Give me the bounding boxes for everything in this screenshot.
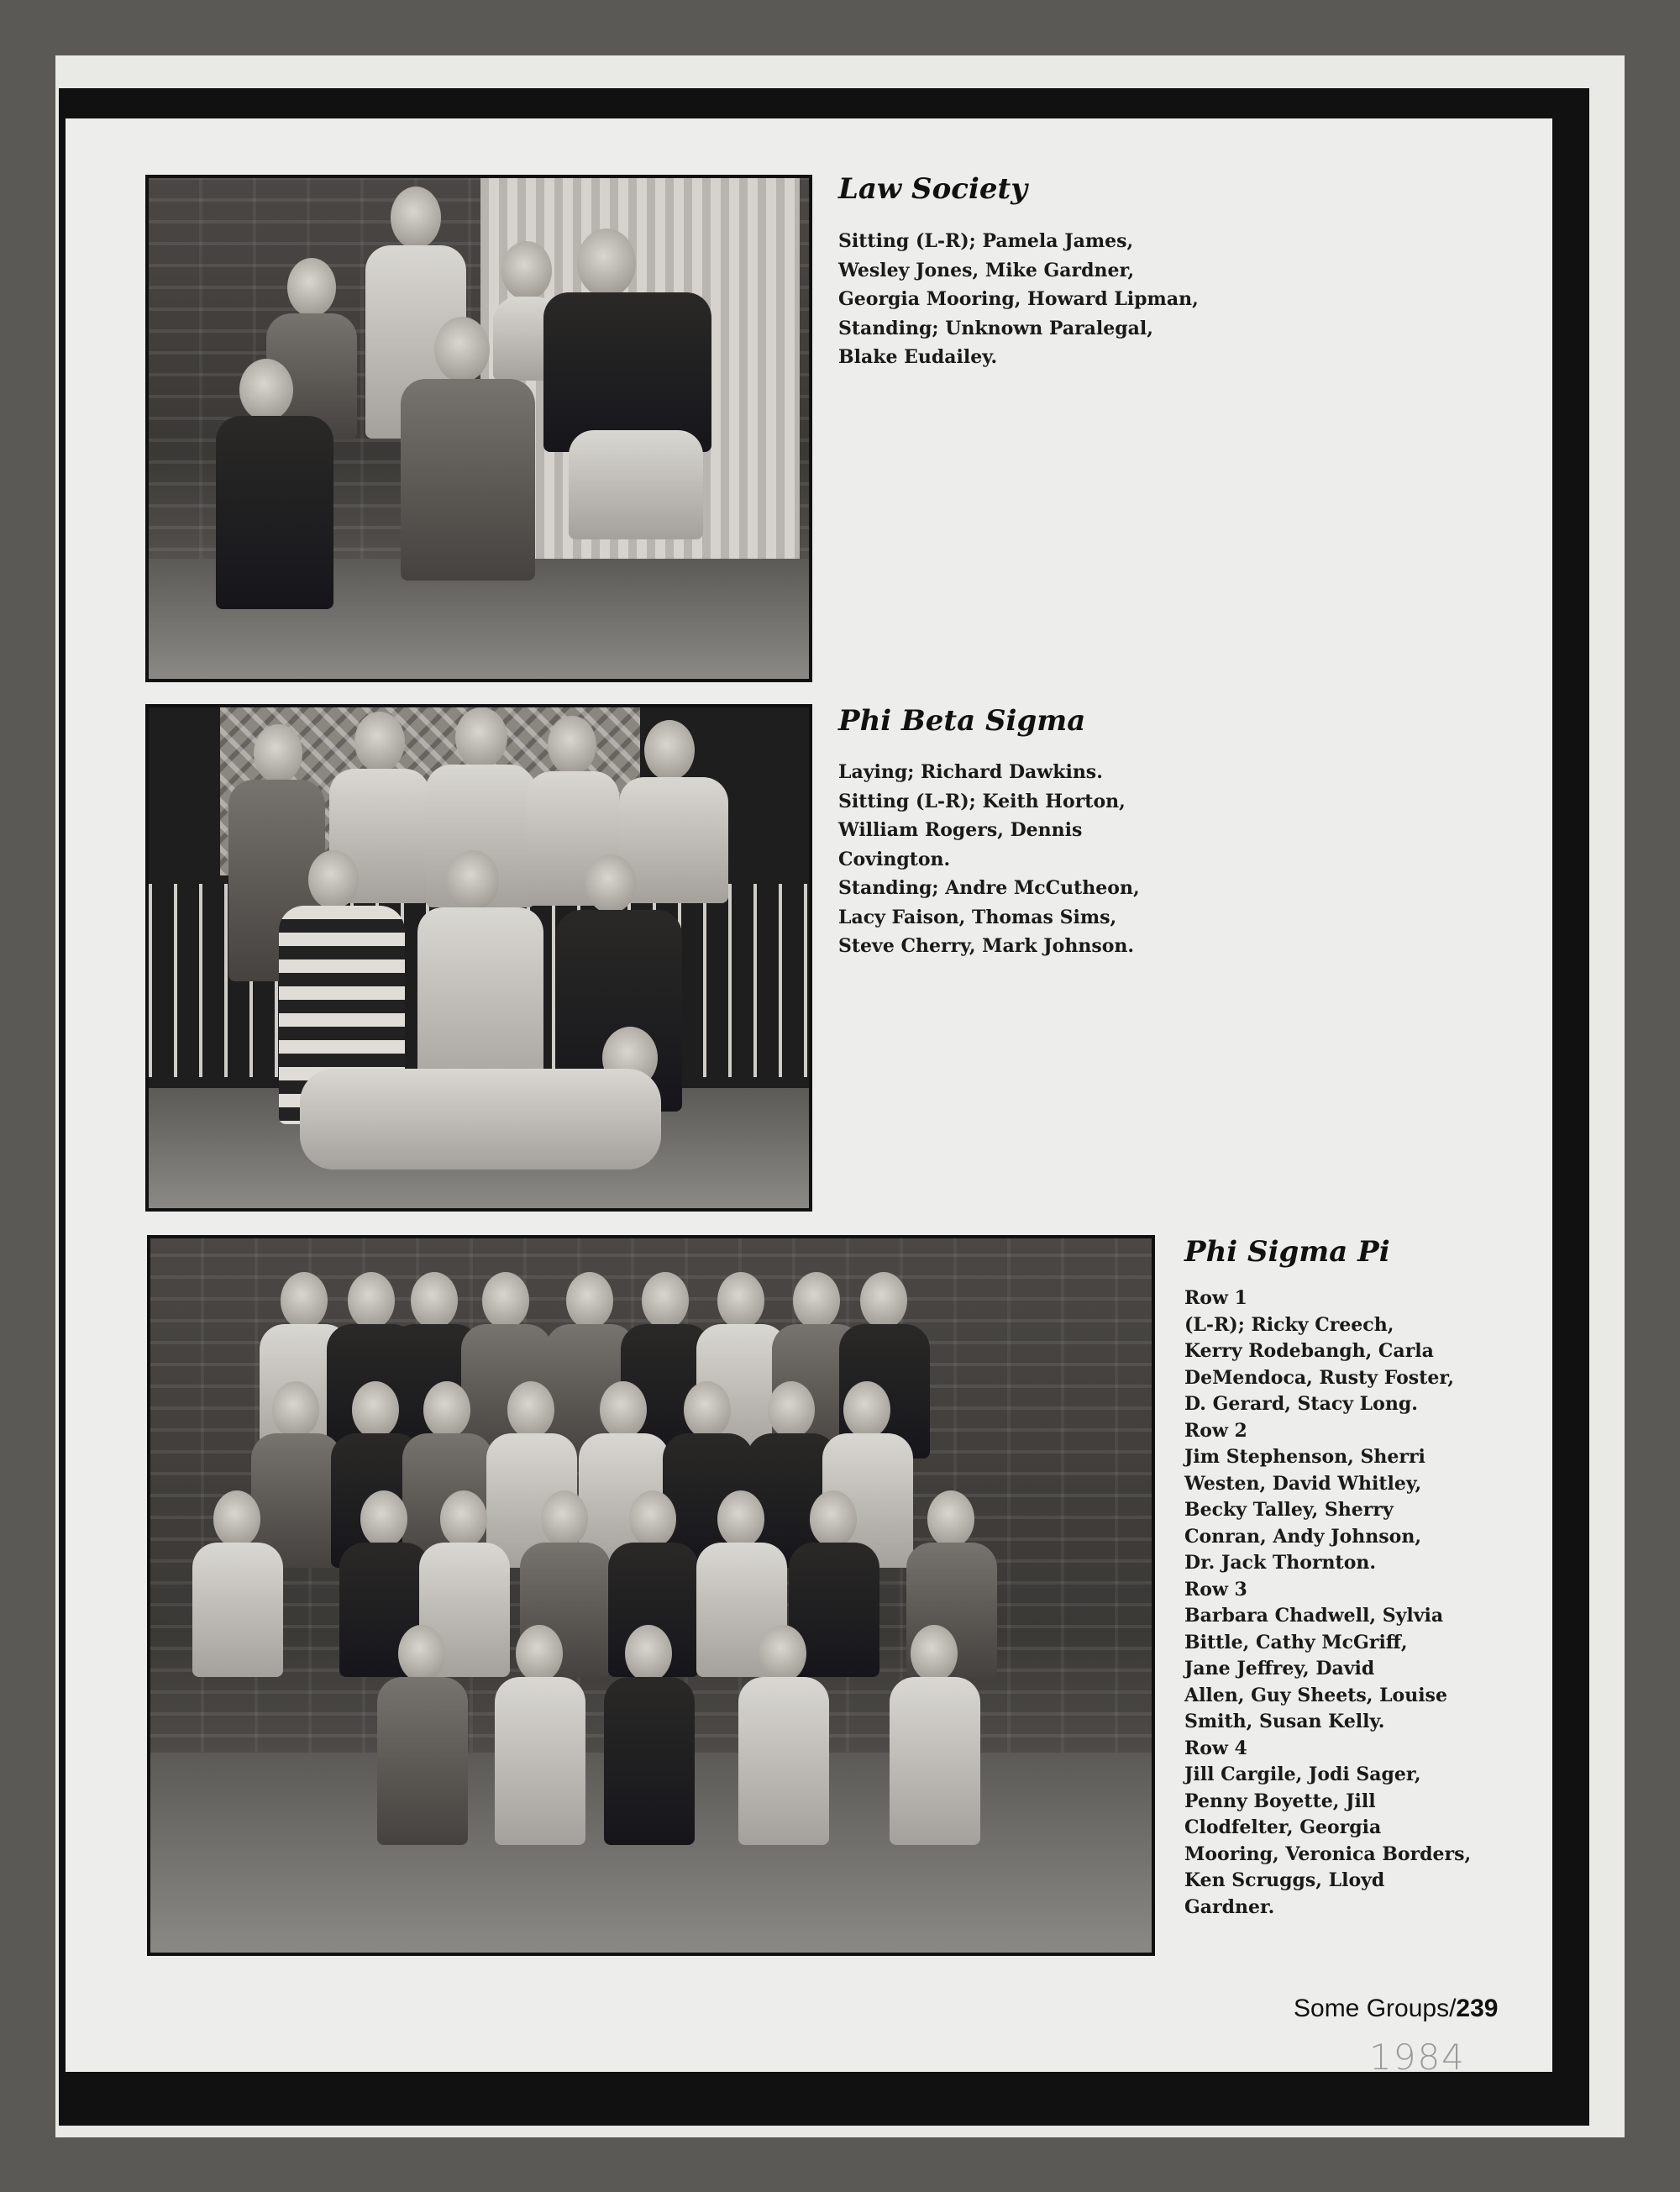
caption-line: Blake Eudailey. <box>838 346 998 368</box>
caption-line: D. Gerard, Stacy Long. <box>1184 1393 1418 1415</box>
page-footer <box>1294 1995 1498 2023</box>
phi-sigma-pi-photo <box>147 1235 1155 1956</box>
caption-line: Sitting (L-R); Keith Horton, <box>838 790 1126 812</box>
caption-line: Dr. Jack Thornton. <box>1184 1552 1377 1574</box>
caption-line: Standing; Andre McCutheon, <box>838 877 1140 899</box>
caption-line: Bittle, Cathy McGriff, <box>1184 1631 1408 1653</box>
section-title: Law Society <box>838 172 1027 206</box>
caption-line: Barbara Chadwell, Sylvia <box>1184 1605 1444 1627</box>
caption-line: Smith, Susan Kelly. <box>1184 1711 1385 1732</box>
caption-line: Steve Cherry, Mark Johnson. <box>838 935 1135 957</box>
caption-line: Standing; Unknown Paralegal, <box>838 317 1153 339</box>
caption-line: Row 2 <box>1184 1419 1247 1442</box>
caption-line: Sitting (L-R); Pamela James, <box>838 230 1134 252</box>
caption-line: Row 4 <box>1184 1737 1247 1759</box>
caption-line: Penny Boyette, Jill <box>1184 1790 1376 1812</box>
caption-line: Gardner. <box>1184 1895 1275 1918</box>
caption-line: Jim Stephenson, Sherri <box>1184 1446 1425 1468</box>
caption-line: William Rogers, Dennis <box>838 819 1083 841</box>
caption-line: Mooring, Veronica Borders, <box>1184 1842 1472 1865</box>
caption-line: (L-R); Ricky Creech, <box>1184 1313 1394 1336</box>
caption-line: Laying; Richard Dawkins. <box>838 761 1103 783</box>
caption-line: Conran, Andy Johnson, <box>1184 1525 1422 1548</box>
section-title: Phi Beta Sigma <box>838 704 1086 738</box>
caption-line: Kerry Rodebangh, Carla <box>1184 1340 1434 1362</box>
caption-line: Georgia Mooring, Howard Lipman, <box>838 288 1199 310</box>
section-caption <box>1184 1285 1471 1921</box>
caption-line: Jill Cargile, Jodi Sager, <box>1184 1764 1421 1785</box>
caption-line: Becky Talley, Sherry <box>1184 1499 1394 1521</box>
caption-line: DeMendoca, Rusty Foster, <box>1184 1366 1454 1389</box>
caption-line: Covington. <box>838 848 951 870</box>
handwritten-year: 1984 <box>1369 2037 1466 2078</box>
caption-line: Clodfelter, Georgia <box>1184 1816 1382 1838</box>
law-society-photo <box>145 175 812 682</box>
section-caption <box>838 758 1140 961</box>
section-title: Phi Sigma Pi <box>1184 1235 1390 1269</box>
caption-line: Jane Jeffrey, David <box>1184 1658 1375 1679</box>
caption-line: Lacy Faison, Thomas Sims, <box>838 906 1117 928</box>
section-caption <box>838 227 1199 372</box>
page-number: 239 <box>1456 1995 1499 2022</box>
footer-label: Some Groups/ <box>1294 1995 1457 2022</box>
caption-line: Row 3 <box>1184 1578 1247 1601</box>
caption-line: Ken Scruggs, Lloyd <box>1184 1869 1385 1891</box>
caption-line: Row 1 <box>1184 1287 1247 1309</box>
caption-line: Allen, Guy Sheets, Louise <box>1184 1684 1447 1706</box>
phi-beta-sigma-photo <box>145 704 812 1212</box>
caption-line: Wesley Jones, Mike Gardner, <box>838 259 1135 281</box>
caption-line: Westen, David Whitley, <box>1184 1472 1422 1495</box>
